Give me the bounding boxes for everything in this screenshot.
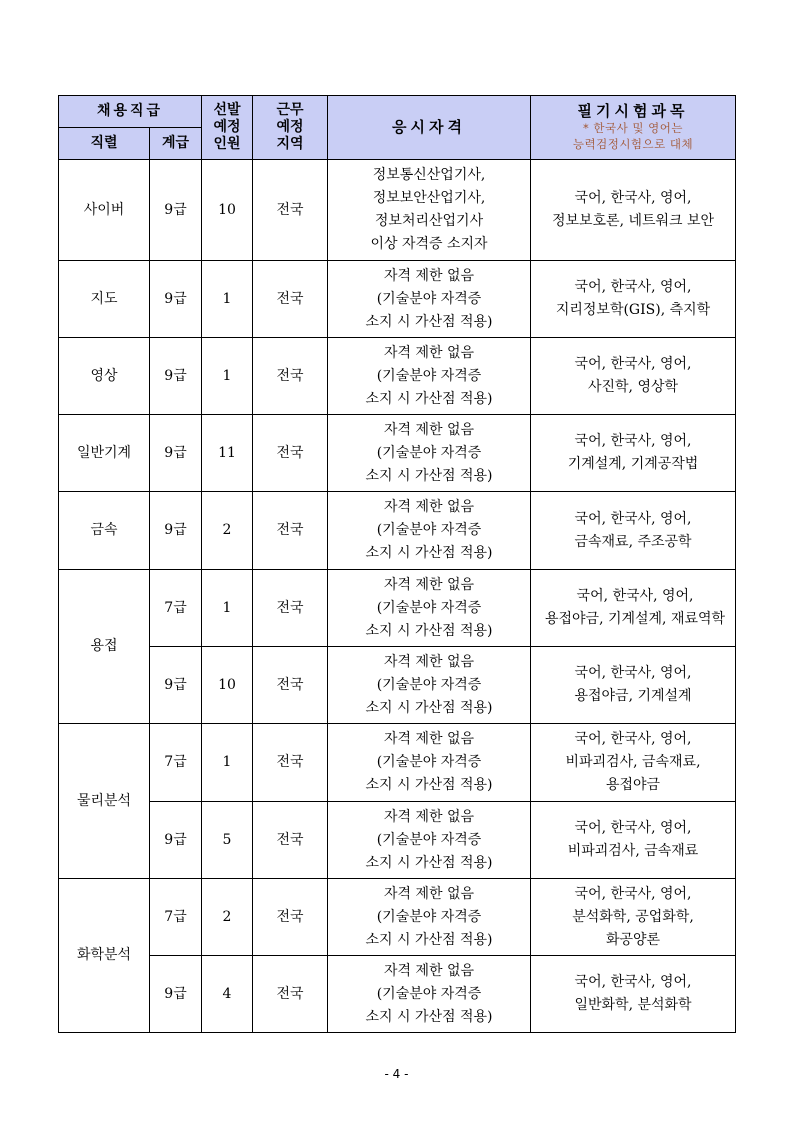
- header-grade: 계급: [150, 128, 202, 160]
- region-cell: 전국: [253, 160, 328, 261]
- subjects-cell: 국어, 한국사, 영어, 일반화학, 분석화학: [531, 956, 736, 1033]
- qualification-cell: 자격 제한 없음 (기술분야 자격증 소지 시 가산점 적용): [328, 492, 531, 570]
- grade-cell: 9급: [150, 802, 202, 879]
- subjects-cell: 국어, 한국사, 영어, 비파괴검사, 금속재료: [531, 802, 736, 879]
- page-number: - 4 -: [384, 1067, 409, 1081]
- header-job-grade: 채용직급: [59, 96, 202, 128]
- region-cell: 전국: [253, 956, 328, 1033]
- grade-cell: 7급: [150, 879, 202, 956]
- region-cell: 전국: [253, 802, 328, 879]
- grade-cell: 9급: [150, 956, 202, 1033]
- qualification-cell: 자격 제한 없음 (기술분야 자격증 소지 시 가산점 적용): [328, 724, 531, 802]
- series-cell: 용접: [59, 570, 150, 724]
- region-cell: 전국: [253, 338, 328, 415]
- grade-cell: 9급: [150, 261, 202, 338]
- series-cell: 지도: [59, 261, 150, 338]
- table-row: [59, 647, 736, 724]
- region-cell: 전국: [253, 647, 328, 724]
- subjects-cell: 국어, 한국사, 영어, 용접야금, 기계설계, 재료역학: [531, 570, 736, 647]
- series-cell: 일반기계: [59, 415, 150, 492]
- grade-cell: 9급: [150, 160, 202, 261]
- qualification-cell: 자격 제한 없음 (기술분야 자격증 소지 시 가산점 적용): [328, 956, 531, 1033]
- qualification-cell: 자격 제한 없음 (기술분야 자격증 소지 시 가산점 적용): [328, 879, 531, 956]
- qualification-cell: 자격 제한 없음 (기술분야 자격증 소지 시 가산점 적용): [328, 338, 531, 415]
- table-row: [59, 160, 736, 261]
- header-region: 근무 예정 지역: [253, 96, 328, 160]
- grade-cell: 9급: [150, 647, 202, 724]
- series-cell: 사이버: [59, 160, 150, 261]
- count-cell: 10: [202, 647, 253, 724]
- table-row: [59, 492, 736, 570]
- series-cell: 금속: [59, 492, 150, 570]
- series-cell: 화학분석: [59, 879, 150, 1033]
- qualification-cell: 자격 제한 없음 (기술분야 자격증 소지 시 가산점 적용): [328, 570, 531, 647]
- grade-cell: 7급: [150, 570, 202, 647]
- header-qualification: 응시자격: [328, 96, 531, 160]
- subjects-cell: 국어, 한국사, 영어, 사진학, 영상학: [531, 338, 736, 415]
- count-cell: 5: [202, 802, 253, 879]
- subjects-note: * 한국사 및 영어는: [583, 121, 683, 135]
- count-cell: 2: [202, 879, 253, 956]
- table-row: [59, 956, 736, 1033]
- count-cell: 1: [202, 724, 253, 802]
- table-row: [59, 724, 736, 802]
- qualification-cell: 자격 제한 없음 (기술분야 자격증 소지 시 가산점 적용): [328, 802, 531, 879]
- table-row: [59, 570, 736, 647]
- table-row: [59, 879, 736, 956]
- count-cell: 4: [202, 956, 253, 1033]
- region-cell: 전국: [253, 879, 328, 956]
- header-headcount: 선발 예정 인원: [202, 96, 253, 160]
- header-series: 직렬: [59, 128, 150, 160]
- grade-cell: 7급: [150, 724, 202, 802]
- subjects-cell: 국어, 한국사, 영어, 정보보호론, 네트워크 보안: [531, 160, 736, 261]
- qualification-cell: 자격 제한 없음 (기술분야 자격증 소지 시 가산점 적용): [328, 415, 531, 492]
- table-row: [59, 802, 736, 879]
- series-cell: 물리분석: [59, 724, 150, 879]
- subjects-cell: 국어, 한국사, 영어, 기계설계, 기계공작법: [531, 415, 736, 492]
- region-cell: 전국: [253, 261, 328, 338]
- count-cell: 1: [202, 338, 253, 415]
- count-cell: 1: [202, 261, 253, 338]
- region-cell: 전국: [253, 492, 328, 570]
- qualification-cell: 자격 제한 없음 (기술분야 자격증 소지 시 가산점 적용): [328, 647, 531, 724]
- region-cell: 전국: [253, 724, 328, 802]
- qualification-cell: 자격 제한 없음 (기술분야 자격증 소지 시 가산점 적용): [328, 261, 531, 338]
- count-cell: 2: [202, 492, 253, 570]
- count-cell: 10: [202, 160, 253, 261]
- subjects-cell: 국어, 한국사, 영어, 지리정보학(GIS), 측지학: [531, 261, 736, 338]
- series-cell: 영상: [59, 338, 150, 415]
- region-cell: 전국: [253, 570, 328, 647]
- count-cell: 1: [202, 570, 253, 647]
- table-row: [59, 415, 736, 492]
- subjects-cell: 국어, 한국사, 영어, 용접야금, 기계설계: [531, 647, 736, 724]
- region-cell: 전국: [253, 415, 328, 492]
- header-subjects: 필기시험과목 * 한국사 및 영어는 능력검정시험으로 대체: [531, 96, 736, 160]
- grade-cell: 9급: [150, 338, 202, 415]
- grade-cell: 9급: [150, 415, 202, 492]
- subjects-cell: 국어, 한국사, 영어, 분석화학, 공업화학, 화공양론: [531, 879, 736, 956]
- subjects-cell: 국어, 한국사, 영어, 비파괴검사, 금속재료, 용접야금: [531, 724, 736, 802]
- grade-cell: 9급: [150, 492, 202, 570]
- table-row: [59, 261, 736, 338]
- subjects-cell: 국어, 한국사, 영어, 금속재료, 주조공학: [531, 492, 736, 570]
- recruitment-table: [58, 95, 736, 1033]
- table-row: [59, 338, 736, 415]
- qualification-cell: 정보통신산업기사, 정보보안산업기사, 정보처리산업기사 이상 자격증 소지자: [328, 160, 531, 261]
- count-cell: 11: [202, 415, 253, 492]
